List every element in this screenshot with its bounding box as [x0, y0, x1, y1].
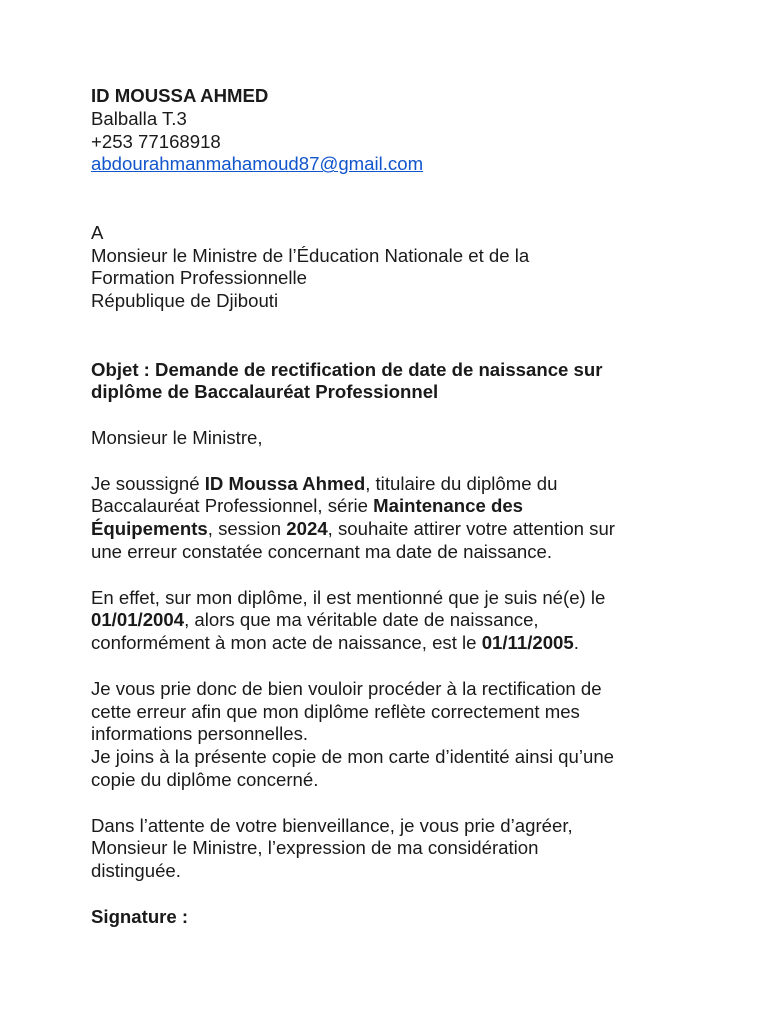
p1-text: , titulaire du diplôme du	[365, 472, 558, 494]
closing-text: distinguée.	[91, 860, 181, 882]
p1-series-bold: Maintenance des	[373, 495, 524, 517]
sender-name: ID MOUSSA AHMED	[91, 85, 269, 106]
paragraph-introduction	[91, 473, 731, 564]
p2-text: , alors que ma véritable date de naissance,	[184, 609, 539, 631]
p1-series-bold: Équipements	[91, 518, 208, 540]
recipient-line-1: Monsieur le Ministre de l’Éducation Nationale et de la	[91, 244, 530, 266]
p2-correct-date-bold: 01/11/2005	[481, 632, 574, 654]
sender-address: Balballa T.3	[91, 107, 187, 129]
p1-text: Baccalauréat Professionnel, série	[91, 495, 374, 517]
p3-text: Je joins à la présente copie de mon carte d’identité ainsi qu’une	[91, 746, 615, 768]
p1-session-bold: 2024	[286, 518, 328, 540]
paragraph-closing	[91, 815, 731, 883]
signature-label: Signature :	[91, 905, 189, 927]
subject-line-2: diplôme de Baccalauréat Professionnel	[91, 381, 439, 403]
subject-line-1: Objet : Demande de rectification de date de naissance sur	[91, 358, 603, 380]
p2-text: conformément à mon acte de naissance, est le	[91, 632, 482, 654]
p1-text: , session	[207, 518, 287, 540]
sender-email-link[interactable]: abdourahmanmahamoud87@gmail.com	[91, 153, 424, 175]
p3-text: copie du diplôme concerné.	[91, 768, 319, 790]
p3-text: Je vous prie donc de bien vouloir procéder à la rectification de	[91, 677, 602, 699]
paragraph-dates	[91, 587, 731, 655]
paragraph-request	[91, 678, 731, 792]
recipient-prefix: A	[91, 221, 104, 243]
salutation: Monsieur le Ministre,	[91, 426, 263, 448]
p3-text: cette erreur afin que mon diplôme reflète correctement mes	[91, 700, 580, 722]
p1-text: Je soussigné	[91, 472, 205, 494]
p3-text: informations personnelles.	[91, 723, 309, 745]
sender-phone: +253 77168918	[91, 130, 221, 152]
p1-text: une erreur constatée concernant ma date de naissance.	[91, 540, 553, 562]
sender-block	[91, 85, 731, 176]
subject-block	[91, 359, 731, 405]
p2-text: .	[573, 632, 579, 654]
recipient-line-3: République de Djibouti	[91, 290, 279, 312]
recipient-line-2: Formation Professionnelle	[91, 267, 307, 289]
p2-text: En effet, sur mon diplôme, il est mentionné que je suis né(e) le	[91, 586, 606, 608]
recipient-block	[91, 222, 731, 313]
closing-text: Dans l’attente de votre bienveillance, je vous prie d’agréer,	[91, 814, 573, 836]
p1-text: , souhaite attirer votre attention sur	[327, 518, 615, 540]
p2-wrong-date-bold: 01/01/2004	[91, 609, 185, 631]
letter-document	[91, 85, 731, 928]
closing-text: Monsieur le Ministre, l’expression de ma considération	[91, 837, 539, 859]
p1-name-bold: ID Moussa Ahmed	[204, 472, 366, 494]
